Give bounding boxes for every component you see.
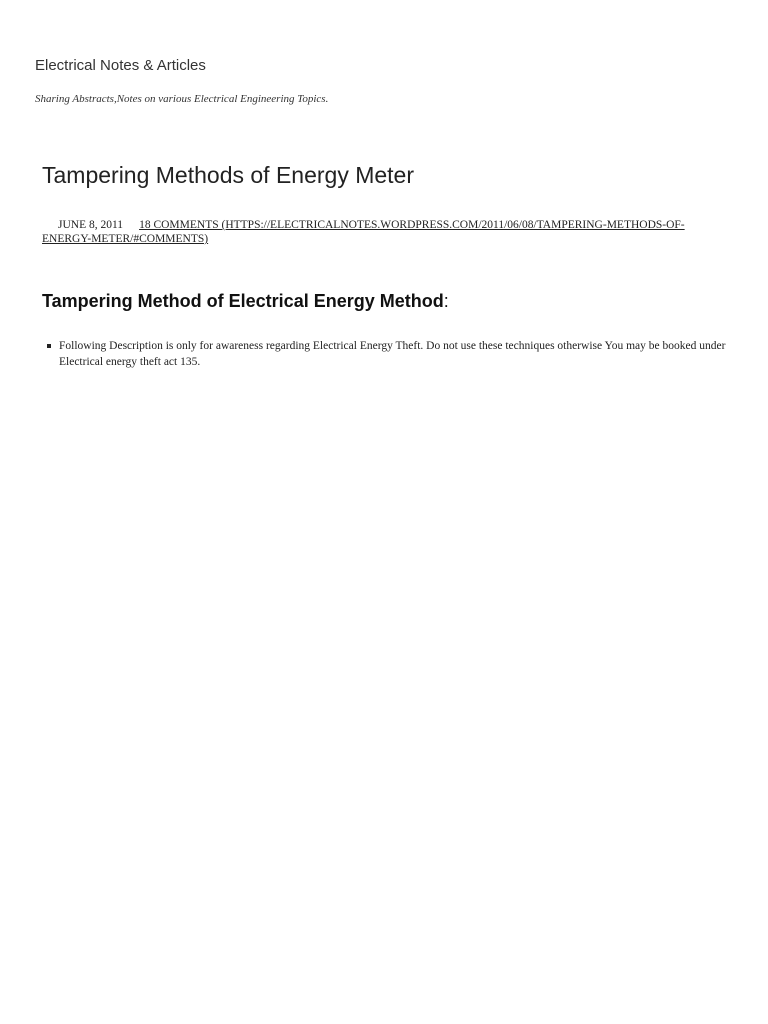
comments-link[interactable]: 18 COMMENTS (HTTPS://ELECTRICALNOTES.WORDPRESS.COM/2011/06/08/TAMPERING-METHODS-OF-ENERGY-METER/#COMMENTS) [42, 219, 685, 245]
post-title: Tampering Methods of Energy Meter [42, 162, 415, 188]
list-item [42, 338, 732, 370]
content-list [42, 338, 732, 370]
site-description: Sharing Abstracts,Notes on various Electrical Engineering Topics. [35, 93, 329, 105]
post-meta [42, 218, 732, 246]
bullet-square-icon [47, 344, 51, 348]
site-title-link[interactable]: Electrical Notes & Articles [35, 57, 206, 74]
post-article [42, 158, 732, 370]
post-date: JUNE 8, 2011 [58, 219, 124, 231]
section-heading [42, 288, 732, 314]
post-meta-wrap [42, 218, 732, 246]
site-header [35, 56, 735, 106]
section-heading-colon: : [443, 291, 449, 311]
section-heading-text: Tampering Method of Electrical Energy Method [42, 291, 444, 311]
list-item-text: Following Description is only for awareness regarding Electrical Energy Theft. Do not use these techniques otherwise You may be booked under Electrical energy theft act 135. [59, 340, 726, 368]
